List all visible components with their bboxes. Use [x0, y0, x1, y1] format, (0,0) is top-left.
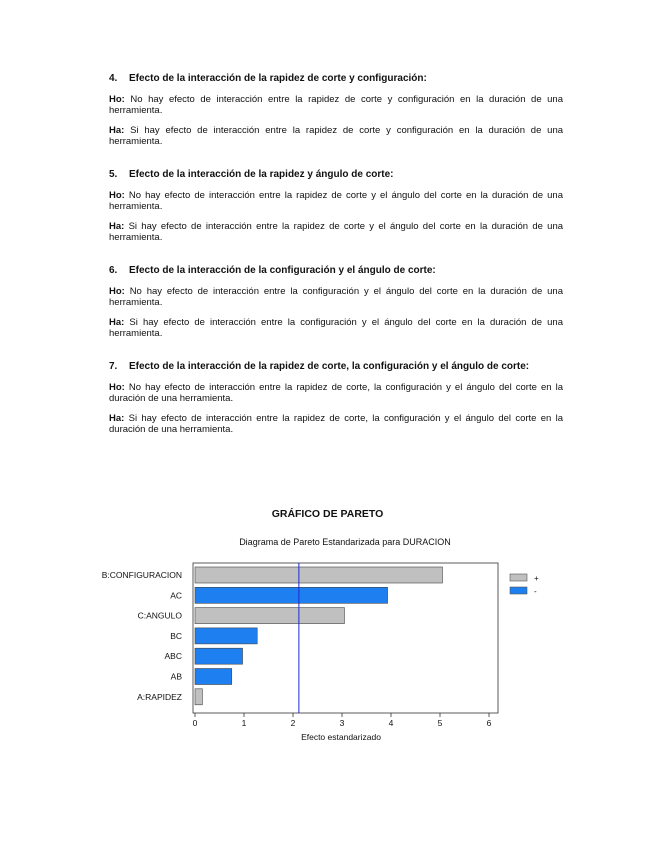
- legend-label-positive: +: [534, 574, 539, 583]
- x-tick-label: 4: [388, 718, 394, 728]
- section-title: [109, 72, 563, 85]
- section-title: [109, 264, 563, 277]
- section-6: [109, 264, 563, 339]
- ho-text: No hay efecto de interacción entre la configuración y el ángulo del corte en la duración de una herramienta.: [109, 286, 563, 308]
- bar-abc: [195, 648, 243, 664]
- category-label: A:RAPIDEZ: [137, 691, 182, 702]
- chart-title: Diagrama de Pareto Estandarizada para DURACION: [239, 537, 451, 547]
- null-hypothesis: [109, 94, 563, 116]
- bar-c-angulo: [195, 608, 344, 624]
- x-tick-label: 5: [437, 718, 443, 728]
- category-label: BC: [170, 630, 182, 641]
- section-title-text: Efecto de la interacción de la rapidez de corte, la configuración y el ángulo de corte:: [129, 361, 530, 372]
- null-hypothesis: [109, 190, 563, 212]
- x-tick-label: 3: [339, 718, 345, 728]
- legend: [510, 574, 539, 596]
- legend-label-negative: -: [534, 587, 537, 596]
- category-label: AC: [170, 590, 182, 601]
- section-4: [109, 72, 563, 147]
- category-labels: [102, 570, 183, 702]
- section-7: [109, 360, 563, 435]
- bar-a-rapidez: [195, 689, 202, 705]
- section-number: 4.: [109, 73, 118, 84]
- plot-frame: [193, 563, 498, 713]
- bar-ab: [195, 669, 232, 685]
- section-title-text: Efecto de la interacción de la rapidez y ángulo de corte:: [129, 169, 394, 180]
- bar-bc: [195, 628, 257, 644]
- x-tick-label: 1: [241, 718, 247, 728]
- ho-label: Ho:: [109, 94, 125, 105]
- category-label: B:CONFIGURACION: [101, 570, 182, 580]
- ha-text: Si hay efecto de interacción entre la configuración y el ángulo del corte en la duración de una herramienta.: [109, 317, 563, 339]
- alt-hypothesis: [109, 221, 563, 243]
- null-hypothesis: [109, 382, 563, 404]
- bar-b-configuracion: [195, 567, 442, 583]
- x-tick-label: 2: [290, 718, 296, 728]
- legend-swatch-negative: [510, 587, 527, 594]
- ho-text: No hay efecto de interacción entre la rapidez de corte y configuración en la duración de una herramienta.: [109, 94, 563, 116]
- section-number: 6.: [109, 265, 118, 276]
- x-axis-label: Efecto estandarizado: [301, 732, 381, 742]
- category-label: ABC: [164, 651, 182, 662]
- x-tick-label: 6: [486, 718, 492, 728]
- ha-label: Ha:: [109, 221, 125, 232]
- x-tick-label: 0: [192, 718, 198, 728]
- category-label: C:ANGULO: [137, 610, 182, 621]
- alt-hypothesis: [109, 317, 563, 339]
- legend-swatch-positive: [510, 574, 527, 581]
- figure-heading: GRÁFICO DE PARETO: [271, 508, 384, 520]
- x-axis-ticks: [193, 713, 492, 728]
- document-body: [109, 72, 563, 456]
- ha-text: Si hay efecto de interacción entre la rapidez de corte y el ángulo del corte en la duración de una herramienta.: [109, 221, 564, 243]
- ho-label: Ho:: [109, 286, 125, 297]
- section-number: 5.: [109, 169, 118, 180]
- alt-hypothesis: [109, 413, 563, 435]
- section-number: 7.: [109, 361, 118, 372]
- bars-group: [195, 567, 442, 705]
- ha-label: Ha:: [109, 413, 125, 424]
- section-title: [109, 168, 563, 181]
- alt-hypothesis: [109, 125, 563, 147]
- section-5: [109, 168, 563, 243]
- ho-text: No hay efecto de interacción entre la rapidez de corte, la configuración y el ángulo del corte en la duración de una herramienta.: [109, 382, 563, 404]
- ha-label: Ha:: [109, 125, 125, 136]
- category-label: AB: [170, 671, 182, 682]
- ha-text: Si hay efecto de interacción entre la rapidez de corte y configuración en la duración de una herramienta.: [109, 125, 564, 147]
- section-title: [109, 360, 563, 373]
- ho-label: Ho:: [109, 382, 125, 393]
- bar-ac: [195, 587, 388, 603]
- ha-text: Si hay efecto de interacción entre la rapidez de corte, la configuración y el ángulo del corte en la duración de una herramienta.: [109, 413, 564, 435]
- section-title-text: Efecto de la interacción de la rapidez de corte y configuración:: [129, 73, 427, 84]
- ho-text: No hay efecto de interacción entre la rapidez de corte y el ángulo del corte en la duración de una herramienta.: [109, 190, 563, 212]
- ho-label: Ho:: [109, 190, 125, 201]
- ha-label: Ha:: [109, 317, 125, 328]
- section-title-text: Efecto de la interacción de la configuración y el ángulo de corte:: [129, 265, 436, 276]
- null-hypothesis: [109, 286, 563, 308]
